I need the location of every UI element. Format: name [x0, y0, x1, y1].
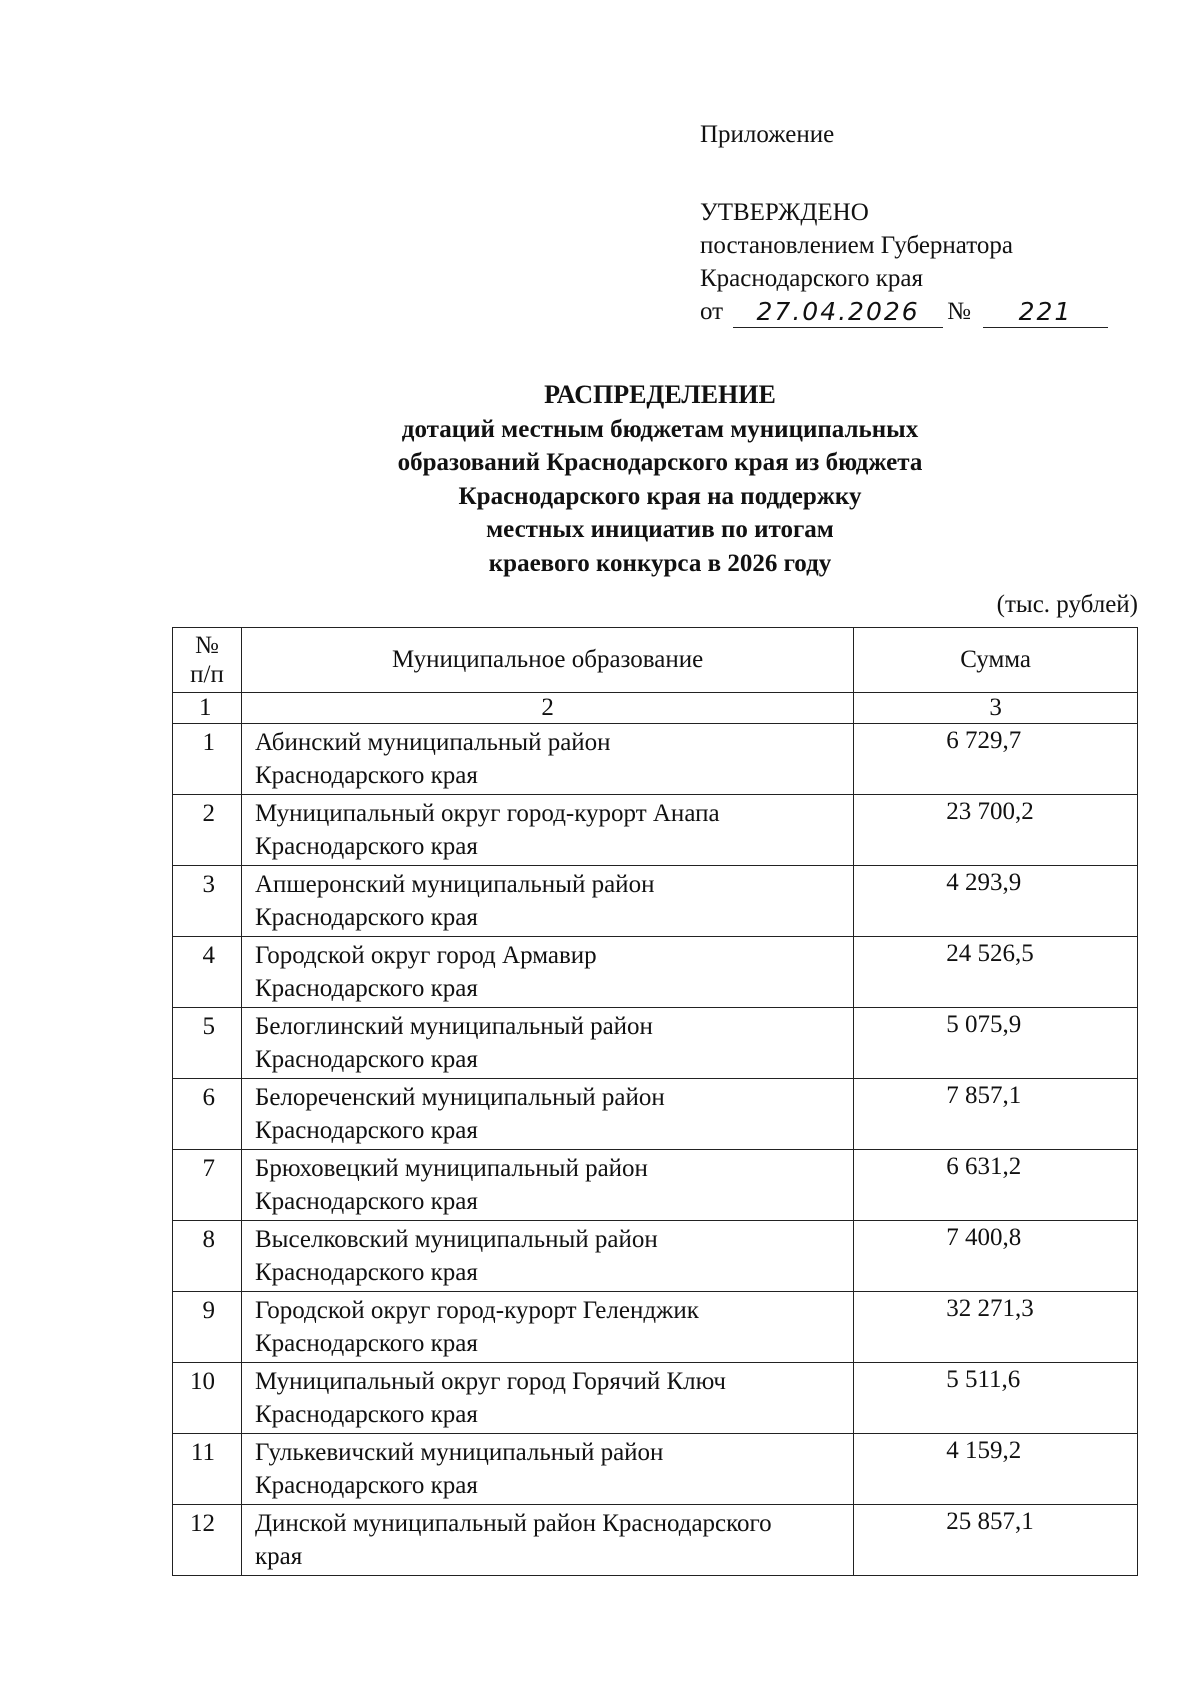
row-amount: 32 271,3	[854, 1292, 1138, 1363]
header-number-line-2: п/п	[190, 661, 224, 688]
row-number: 9	[173, 1292, 242, 1363]
row-number: 2	[173, 795, 242, 866]
municipality-line-1: Муниципальный округ город Горячий Ключ	[254, 1368, 726, 1395]
units-label: (тыс. рублей)	[996, 591, 1138, 618]
approved-label: УТВЕРЖДЕНО	[700, 199, 869, 226]
title-line-1: дотаций местным бюджетам муниципальных	[401, 415, 919, 443]
header-number	[173, 628, 242, 693]
municipality-line-2: Краснодарского края	[254, 1046, 478, 1073]
table-row	[173, 1150, 1138, 1221]
title-line-3: Краснодарского края на поддержку	[458, 482, 862, 510]
row-amount: 7 857,1	[854, 1079, 1138, 1150]
header-municipality: Муниципальное образование	[241, 628, 853, 693]
municipality-line-1: Динской муниципальный район Краснодарского	[254, 1510, 772, 1537]
appendix-label: Приложение	[700, 121, 835, 148]
title-line-5: краевого конкурса в 2026 году	[488, 549, 832, 577]
table-row	[173, 1292, 1138, 1363]
row-number: 3	[173, 866, 242, 937]
column-numbers-row	[173, 693, 1138, 724]
row-amount: 6 729,7	[854, 724, 1138, 795]
row-amount: 6 631,2	[854, 1150, 1138, 1221]
row-amount: 7 400,8	[854, 1221, 1138, 1292]
municipality-line-1: Белореченский муниципальный район	[254, 1084, 665, 1111]
municipality-line-2: края	[254, 1543, 303, 1570]
row-municipality	[241, 795, 853, 866]
municipality-line-1: Абинский муниципальный район	[254, 729, 611, 756]
municipality-line-1: Апшеронский муниципальный район	[254, 871, 655, 898]
decree-number-handwritten: 221	[983, 297, 1108, 328]
row-municipality	[241, 937, 853, 1008]
distribution-table	[172, 627, 1138, 1576]
header-amount: Сумма	[854, 628, 1138, 693]
row-number: 1	[173, 724, 242, 795]
row-amount: 5 075,9	[854, 1008, 1138, 1079]
row-municipality	[241, 1505, 853, 1576]
document-title	[160, 378, 1160, 580]
municipality-line-2: Краснодарского края	[254, 1472, 478, 1499]
table-row	[173, 1434, 1138, 1505]
row-amount: 5 511,6	[854, 1363, 1138, 1434]
municipality-line-1: Выселковский муниципальный район	[254, 1226, 658, 1253]
header-number-line-1: №	[195, 632, 219, 659]
row-amount: 23 700,2	[854, 795, 1138, 866]
row-municipality	[241, 1292, 853, 1363]
table-row	[173, 1505, 1138, 1576]
table-row	[173, 795, 1138, 866]
municipality-line-2: Краснодарского края	[254, 1259, 478, 1286]
decree-date-number-row	[700, 295, 1108, 328]
municipality-line-2: Краснодарского края	[254, 762, 478, 789]
row-number: 7	[173, 1150, 242, 1221]
table-row	[173, 1363, 1138, 1434]
municipality-line-2: Краснодарского края	[254, 1330, 478, 1357]
title-main: РАСПРЕДЕЛЕНИЕ	[544, 380, 776, 409]
row-municipality	[241, 1363, 853, 1434]
row-number: 5	[173, 1008, 242, 1079]
row-municipality	[241, 1434, 853, 1505]
municipality-line-2: Краснодарского края	[254, 1401, 478, 1428]
table-row	[173, 1008, 1138, 1079]
row-municipality	[241, 1008, 853, 1079]
row-amount: 24 526,5	[854, 937, 1138, 1008]
row-amount: 25 857,1	[854, 1505, 1138, 1576]
title-line-2: образований Краснодарского края из бюджета	[397, 449, 923, 476]
row-municipality	[241, 1221, 853, 1292]
municipality-line-1: Брюховецкий муниципальный район	[254, 1155, 648, 1182]
row-amount: 4 293,9	[854, 866, 1138, 937]
number-sign: №	[947, 298, 971, 325]
row-number: 10	[173, 1363, 242, 1434]
municipality-line-2: Краснодарского края	[254, 975, 478, 1002]
table-row	[173, 866, 1138, 937]
row-number: 4	[173, 937, 242, 1008]
table-header-row	[173, 628, 1138, 693]
table-row	[173, 1221, 1138, 1292]
municipality-line-1: Белоглинский муниципальный район	[254, 1013, 653, 1040]
row-number: 11	[173, 1434, 242, 1505]
row-municipality	[241, 724, 853, 795]
row-number: 6	[173, 1079, 242, 1150]
municipality-line-1: Муниципальный округ город-курорт Анапа	[254, 800, 720, 827]
municipality-line-1: Гулькевичский муниципальный район	[254, 1439, 664, 1466]
municipality-line-2: Краснодарского края	[254, 1117, 478, 1144]
column-number-3: 3	[854, 693, 1138, 724]
row-municipality	[241, 866, 853, 937]
row-municipality	[241, 1079, 853, 1150]
municipality-line-1: Городской округ город Армавир	[254, 942, 597, 969]
municipality-line-1: Городской округ город-курорт Геленджик	[254, 1297, 699, 1324]
approved-by-line-2: Краснодарского края	[700, 265, 923, 292]
row-municipality	[241, 1150, 853, 1221]
column-number-2: 2	[241, 693, 853, 724]
municipality-line-2: Краснодарского края	[254, 833, 478, 860]
municipality-line-2: Краснодарского края	[254, 1188, 478, 1215]
municipality-line-2: Краснодарского края	[254, 904, 478, 931]
row-amount: 4 159,2	[854, 1434, 1138, 1505]
approval-block	[700, 118, 1108, 328]
column-number-1: 1	[173, 693, 242, 724]
table-row	[173, 724, 1138, 795]
title-line-4: местных инициатив по итогам	[486, 516, 834, 543]
approved-by-line-1: постановлением Губернатора	[700, 232, 1013, 259]
table-row	[173, 937, 1138, 1008]
row-number: 8	[173, 1221, 242, 1292]
from-label: от	[700, 298, 724, 325]
decree-date-handwritten: 27.04.2026	[733, 297, 943, 328]
table-row	[173, 1079, 1138, 1150]
row-number: 12	[173, 1505, 242, 1576]
